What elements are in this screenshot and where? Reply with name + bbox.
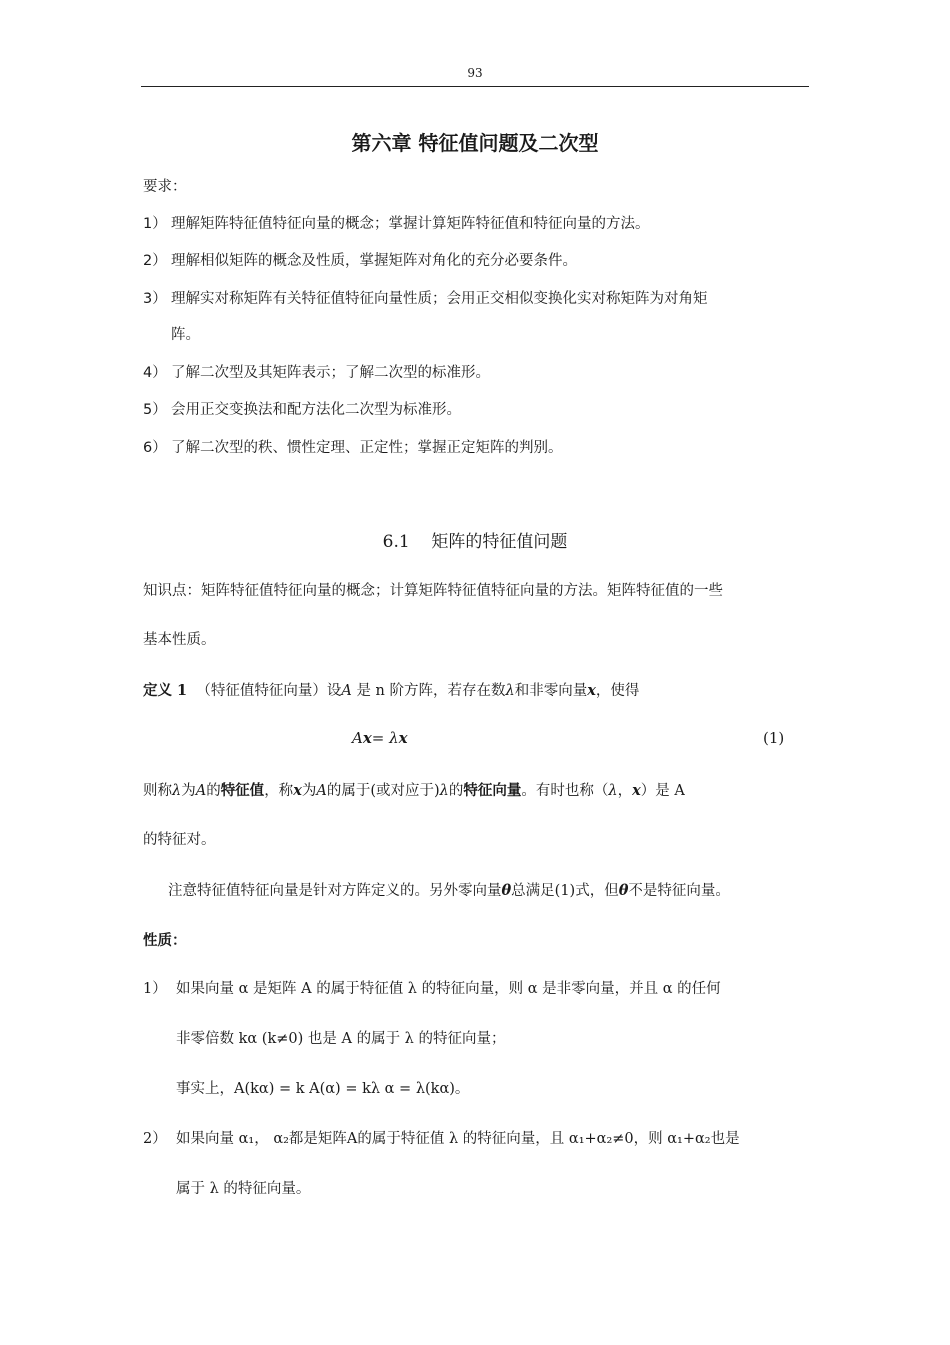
chapter-title: 第六章 特征值问题及二次型 [351, 131, 599, 155]
equation-number: (1) [763, 729, 785, 747]
equation-1: Ax= λx [352, 729, 408, 747]
requirement-item: 6） 了解二次型的秩、惯性定理、正定性；掌握正定矩阵的判别。 [143, 440, 563, 456]
definition-continuation: 则称λ为A的特征值，称x为A的属于(或对应于)λ的特征向量。有时也称（λ，x）是 A [143, 782, 685, 799]
requirement-item: 4） 了解二次型及其矩阵表示；了解二次型的标准形。 [143, 365, 490, 381]
requirement-item-continuation: 阵。 [171, 327, 200, 343]
section-number: 6.1 [382, 532, 410, 552]
requirement-item: 3） 理解实对称矩阵有关特征值特征向量性质；会用正交相似变换化实对称矩阵为对角矩 [143, 291, 708, 307]
definition-continuation-line2: 的特征对。 [143, 832, 216, 848]
property-2: 2） 如果向量 α₁， α₂都是矩阵A的属于特征值 λ 的特征向量，且 α₁+α₂≠0，则 α₁+α₂也是 [143, 1131, 740, 1147]
header-rule [141, 86, 809, 87]
term-eigenvalue: 特征值 [220, 782, 265, 799]
property-1-line3: 事实上，A(kα) = k A(α) = kλ α = λ(kα)。 [176, 1081, 470, 1097]
properties-label: 性质： [143, 932, 187, 949]
property-2-line2: 属于 λ 的特征向量。 [176, 1181, 311, 1197]
property-1: 1） 如果向量 α 是矩阵 A 的属于特征值 λ 的特征向量，则 α 是非零向量，并且 α 的任何 [143, 981, 721, 997]
term-eigenvector: 特征向量 [463, 782, 522, 799]
definition-label: 定义 1 [143, 682, 188, 699]
knowledge-points-line2: 基本性质。 [143, 632, 216, 648]
requirement-item: 1） 理解矩阵特征值特征向量的概念；掌握计算矩阵特征值和特征向量的方法。 [143, 216, 650, 232]
knowledge-points-line1: 知识点：矩阵特征值特征向量的概念；计算矩阵特征值特征向量的方法。矩阵特征值的一些 [143, 583, 723, 599]
requirements-label: 要求： [143, 179, 187, 195]
property-1-line2: 非零倍数 kα (k≠0) 也是 A 的属于 λ 的特征向量； [176, 1031, 506, 1047]
section-title: 矩阵的特征值问题 [431, 532, 568, 552]
definition-1: 定义 1 （特征值特征向量）设A 是 n 阶方阵，若存在数λ和非零向量x，使得 [143, 682, 640, 699]
requirement-item: 2） 理解相似矩阵的概念及性质，掌握矩阵对角化的充分必要条件。 [143, 253, 577, 269]
section-heading [0, 527, 950, 552]
requirement-item: 5） 会用正交变换法和配方法化二次型为标准形。 [143, 402, 461, 418]
note-paragraph: 注意特征值特征向量是针对方阵定义的。另外零向量θ总满足(1)式，但θ不是特征向量。 [168, 882, 730, 899]
page-number: 93 [467, 66, 483, 80]
